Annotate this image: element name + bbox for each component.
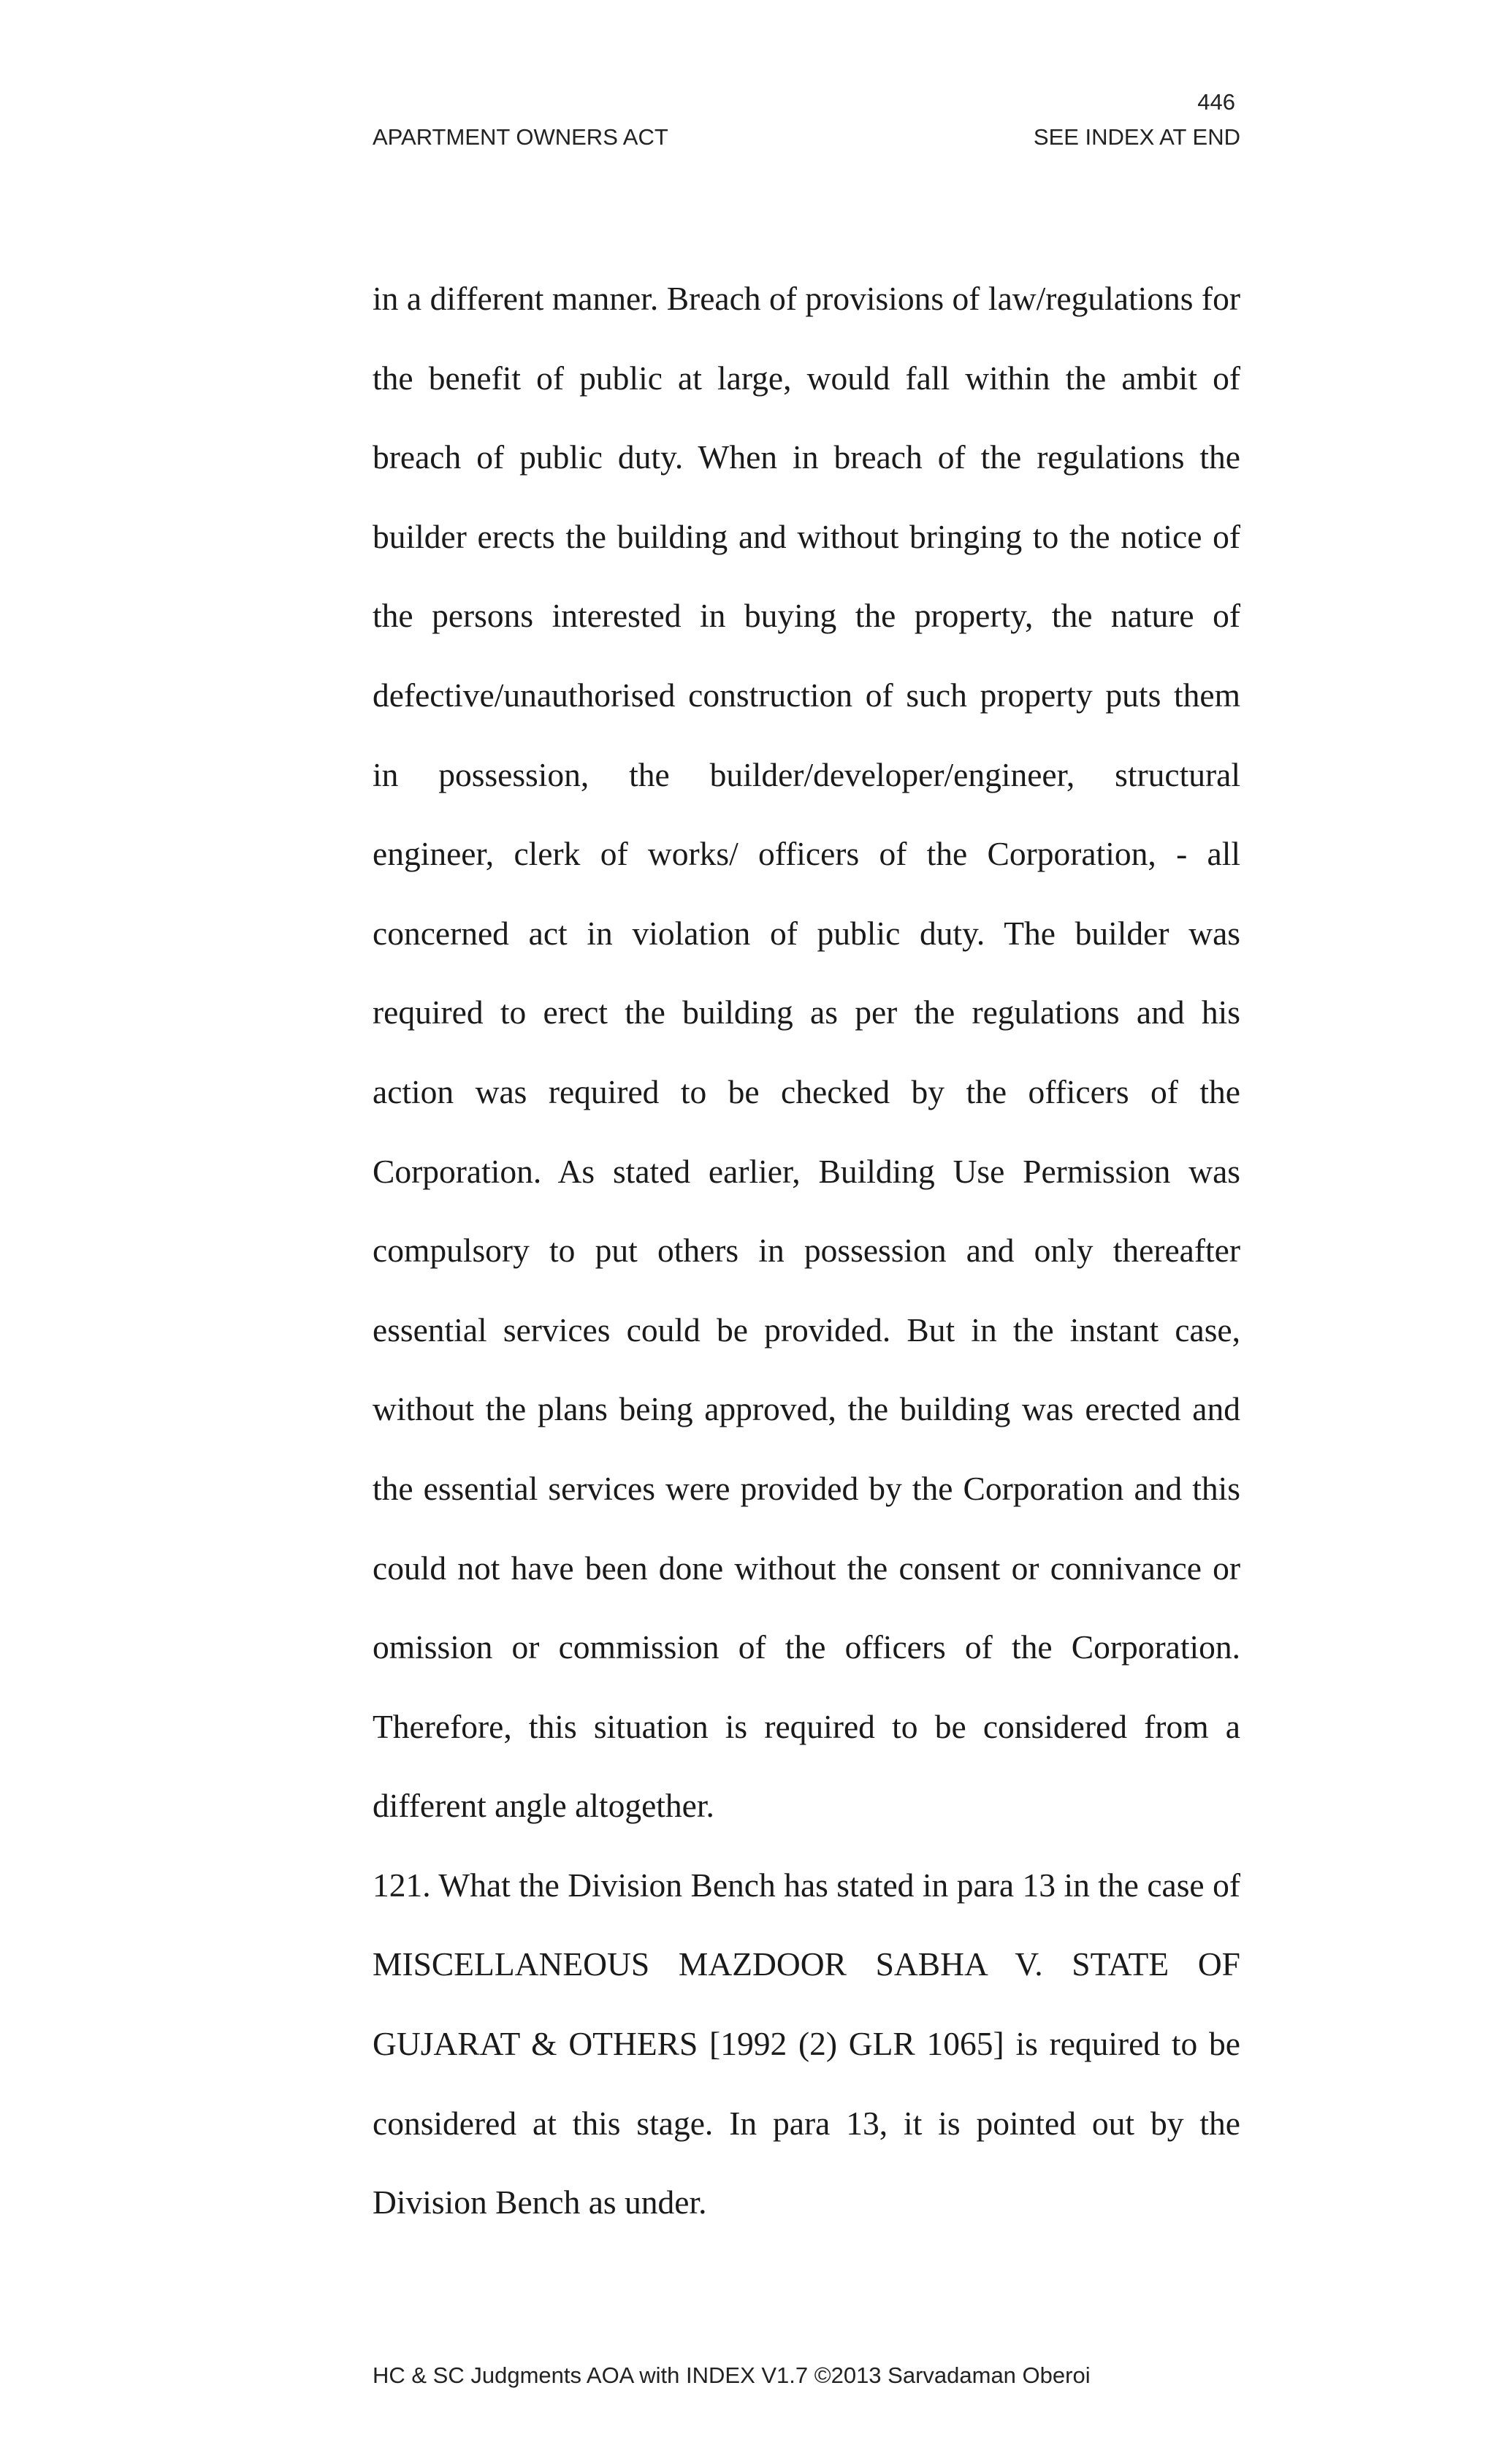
body-text [373,259,1240,2243]
paragraph-121: 121. What the Division Bench has stated in para 13 in the case of MISCELLANEOUS MAZDOOR SABHA V. STATE OF GUJARAT & OTHERS [1992 (2) GLR 1065] is required to be considered at this stage. In para 13, it is pointed out by the Division Bench as under. [373,1866,1240,2221]
running-head-left: APARTMENT OWNERS ACT [373,124,668,150]
page-footer: HC & SC Judgments AOA with INDEX V1.7 ©2013 Sarvadaman Oberoi [373,2362,1091,2388]
page-number: 446 [1197,89,1235,115]
running-head [373,123,1240,152]
paragraph-continued: in a different manner. Breach of provisions of law/regulations for the benefit of public at large, would fall within the ambit of breach of public duty. When in breach of the regulations the builder erects the building and without bringing to the notice of the persons interested in buying the property, the nature of defective/unauthorised construction of such property puts them in possession, the builder/developer/engineer, structural engineer, clerk of works/ officers of the Corporation, - all concerned act in violation of public duty. The builder was required to erect the building as per the regulations and his action was required to be checked by the officers of the Corporation. As stated earlier, Building Use Permission was compulsory to put others in possession and only thereafter essential services could be provided. But in the instant case, without the plans being approved, the building was erected and the essential services were provided by the Corporation and this could not have been done without the consent or connivance or omission or commission of the officers of the Corporation. Therefore, this situation is required to be considered from a different angle altogether. [373,280,1240,1825]
running-head-right: SEE INDEX AT END [1033,124,1240,150]
